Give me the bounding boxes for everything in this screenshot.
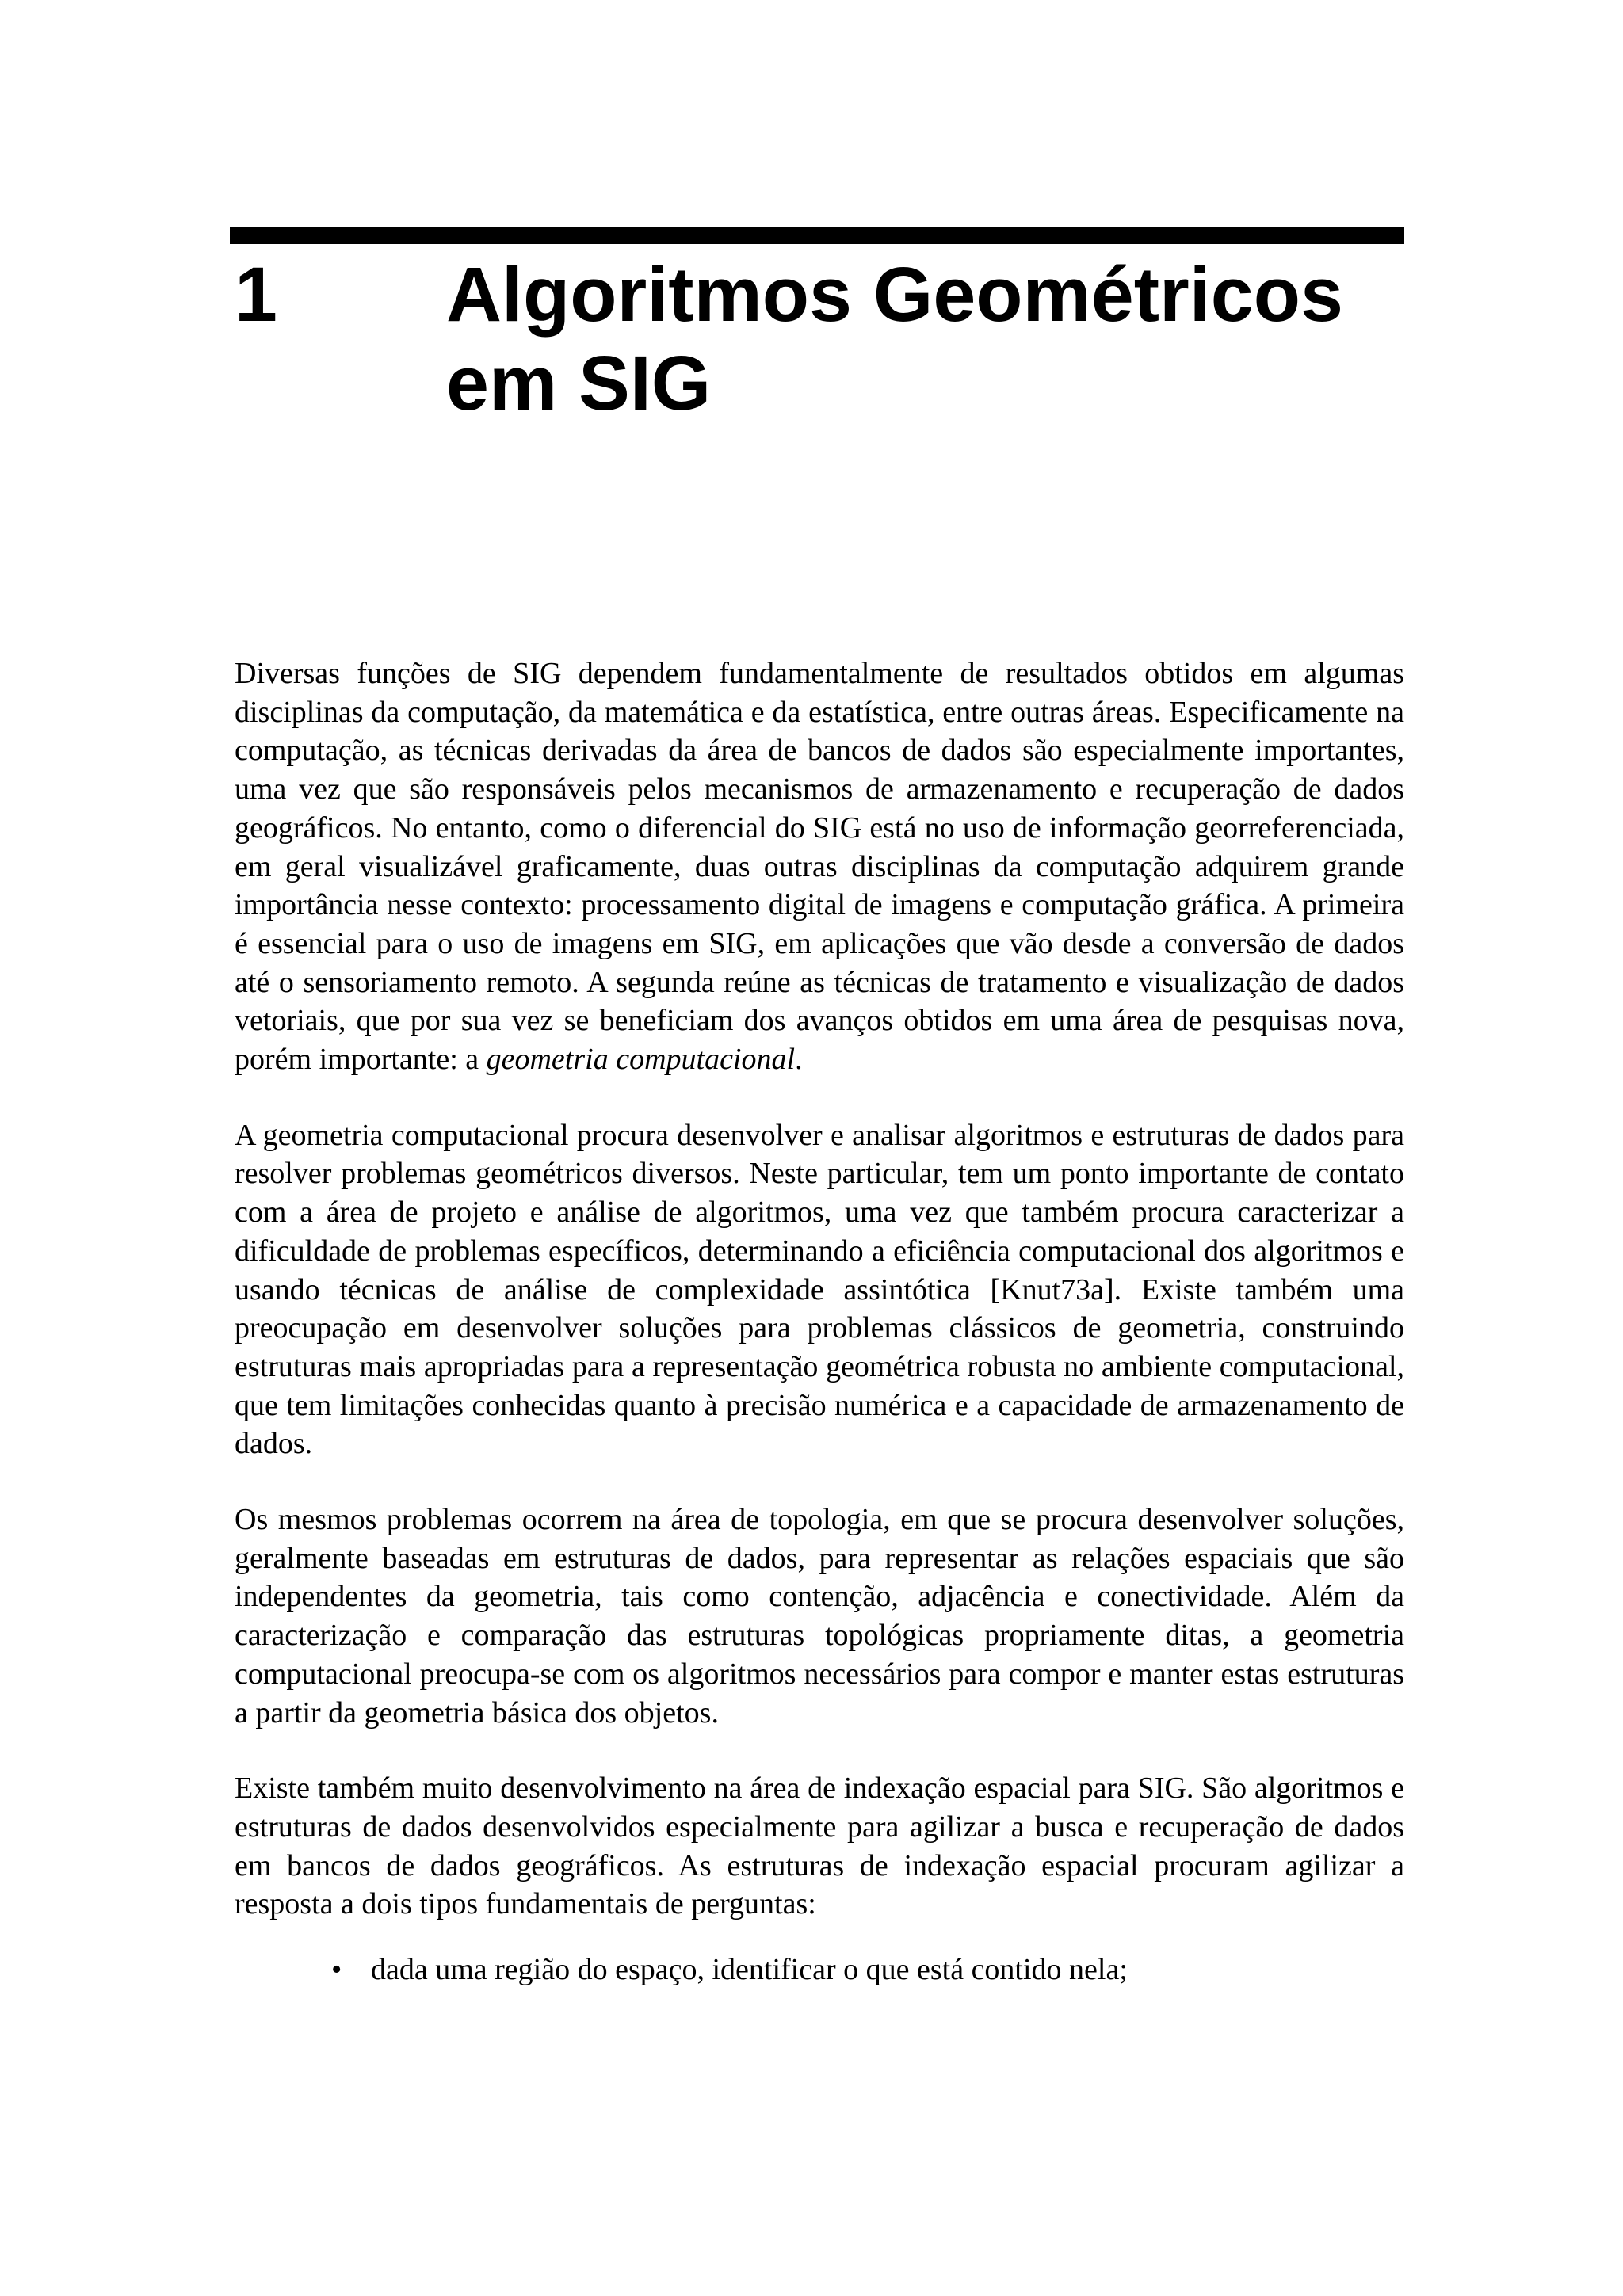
body-text [235, 654, 1404, 1989]
chapter-rule [230, 227, 1404, 244]
chapter-title-line-1: Algoritmos Geométricos [446, 251, 1343, 338]
bullet-text: dada uma região do espaço, identificar o que está contido nela; [371, 1953, 1128, 1987]
paragraph-1 [235, 654, 1404, 1079]
paragraph-1-emphasis: geometria computacional [486, 1043, 796, 1077]
chapter-title-line-2: em SIG [446, 340, 712, 426]
chapter-title [446, 250, 1405, 428]
bullet-icon: • [331, 1953, 342, 1987]
bullet-item [235, 1951, 1404, 1989]
chapter-number: 1 [235, 251, 277, 338]
paragraph-2: A geometria computacional procura desenvolver e analisar algoritmos e estruturas de dados para resolver problemas geométricos diversos. Neste particular, tem um ponto importante de contato com a área de projeto e análise de algoritmos, uma vez que também procura caracterizar a dificuldade de problemas específicos, determinando a eficiência computacional dos algoritmos e usando técnicas de análise de complexidade assintótica [Knut73a]. Existe também uma preocupação em desenvolver soluções para problemas clássicos de geometria, construindo estruturas mais apropriadas para a representação geométrica robusta no ambiente computacional, que tem limitações conhecidas quanto à precisão numérica e a capacidade de armazenamento de dados. [235, 1118, 1404, 1461]
paragraph-1-text: Diversas funções de SIG dependem fundamentalmente de resultados obtidos em algumas disciplinas da computação, da matemática e da estatística, entre outras áreas. Especificamente na computação, as técnicas derivadas da área de bancos de dados são especialmente importantes, uma vez que são responsáveis pelos mecanismos de armazenamento e recuperação de dados geográficos. No entanto, como o diferencial do SIG está no uso de informação georreferenciada, em geral visualizável graficamente, duas outras disciplinas da computação adquirem grande importância nesse contexto: processamento digital de imagens e computação gráfica. A primeira é essencial para o uso de imagens em SIG, em aplicações que vão desde a conversão de dados até o sensoriamento remoto. A segunda reúne as técnicas de tratamento e visualização de dados vetoriais, que por sua vez se beneficiam dos avanços obtidos em uma área de pesquisas nova, porém importante: a [235, 657, 1404, 1077]
paragraph-4: Existe também muito desenvolvimento na área de indexação espacial para SIG. São algoritmos e estruturas de dados desenvolvidos especialmente para agilizar a busca e recuperação de dados em bancos de dados geográficos. As estruturas de indexação espacial procuram agilizar a resposta a dois tipos fundamentais de perguntas: [235, 1772, 1404, 1921]
paragraph-3: Os mesmos problemas ocorrem na área de topologia, em que se procura desenvolver soluções, geralmente baseadas em estruturas de dados, para representar as relações espaciais que são independentes da geometria, tais como contenção, adjacência e conectividade. Além da caracterização e comparação das estruturas topológicas propriamente ditas, a geometria computacional preocupa-se com os algoritmos necessários para compor e manter estas estruturas a partir da geometria básica dos objetos. [235, 1503, 1404, 1730]
paragraph-1-end: . [795, 1043, 803, 1077]
bullet-list [235, 1951, 1404, 1989]
